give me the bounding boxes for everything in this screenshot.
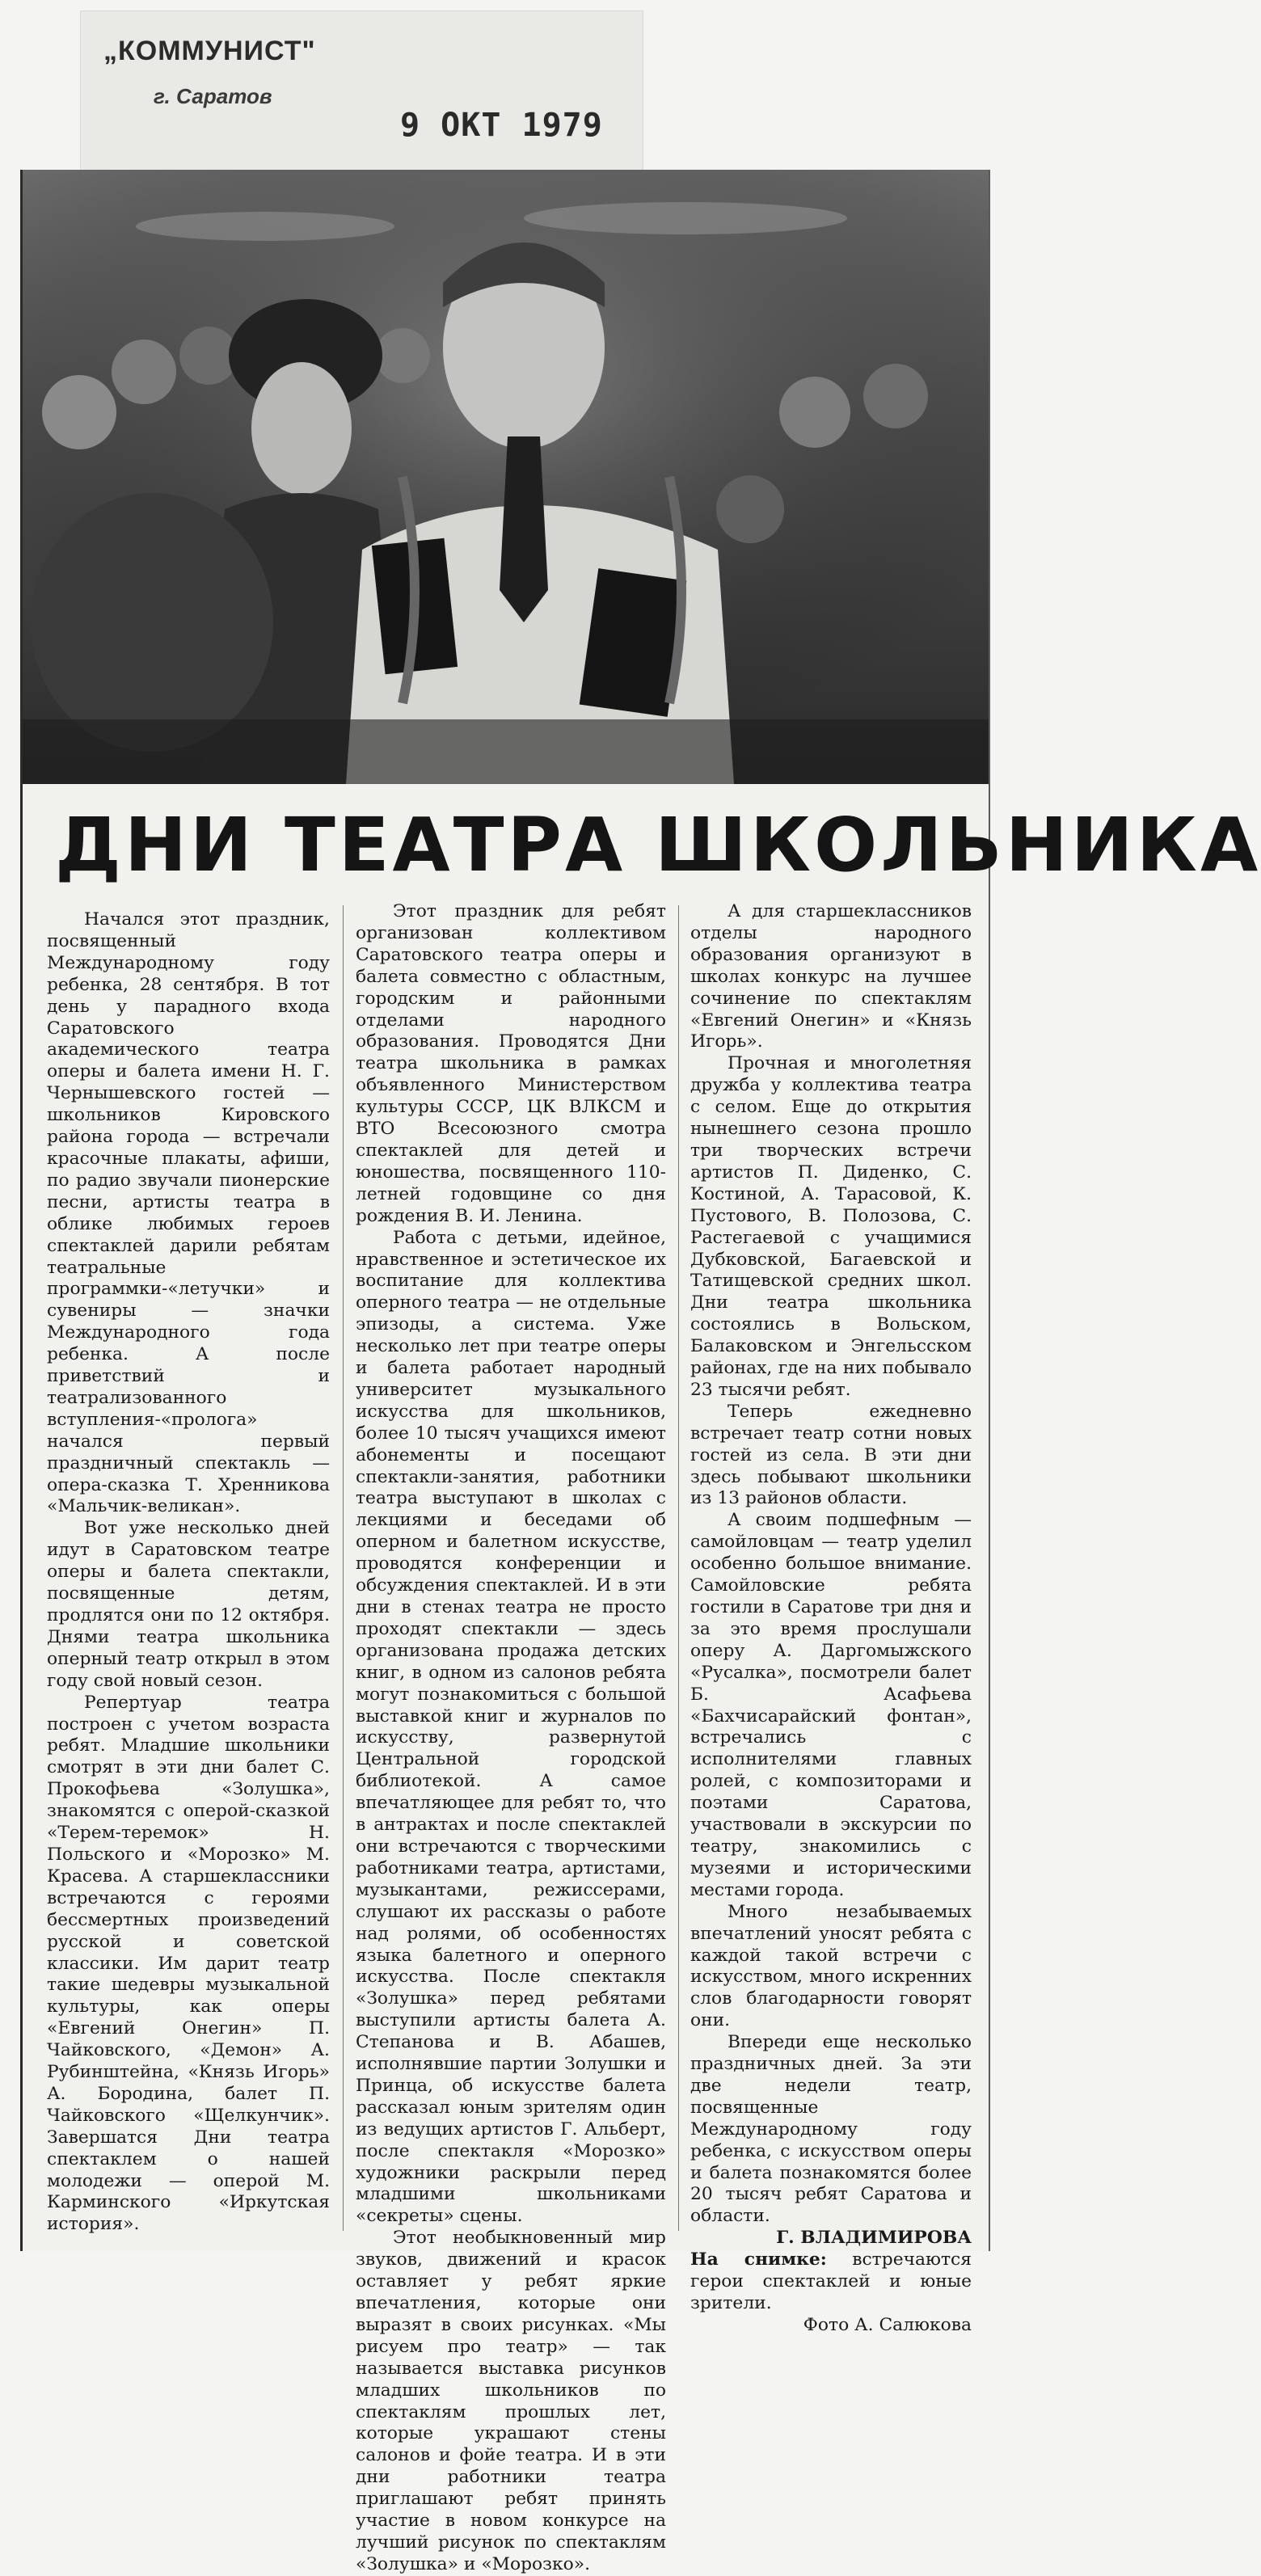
article-paragraph: Много незабываемых впечатлений уносят ребята с каждой такой встречи с искусством, много искренних слов благодарности говорят они. (690, 1901, 972, 2031)
article-paragraph: Этот необыкновенный мир звуков, движений и красок оставляет у ребят яркие впечатления, которые они выразят в своих рисунках. «Мы рисуем про театр» — так называется выставка рисунков младших школьников по спектаклям прошлых лет, которые украшают стены салонов и фойе театра. И в эти дни работники театра приглашают ребят принять участие в новом конкурсе на лучший рисунок по спектаклям «Золушка» и «Морозко». (356, 2228, 666, 2574)
article-paragraph: А своим подшефным — самойловцам — театр уделил особенно большое внимание. Самойловские ребята гостили в Саратове три дня и за это время прослушали оперу А. Даргомыжского «Русалка», посмотрели балет Б. Асафьева «Бахчисарайский фонтан», встречались с исполнителями главных ролей, с композиторами и поэтами Саратова, участвовали в экскурсии по театру, знакомились с музеями и историческими местами города. (690, 1510, 972, 1900)
date-stamp: 9 ОКТ 1979 (400, 107, 603, 144)
caption-label: На снимке: (690, 2249, 827, 2270)
column-divider (678, 905, 679, 2231)
article-paragraph: Теперь ежедневно встречает театр сотни новых гостей из села. В эти дни здесь побывают школьники из 13 районов области. (690, 1401, 972, 1509)
article-paragraph: Вот уже несколько дней идут в Саратовском театре оперы и балета спектакли, посвященные детям, продлятся они по 12 октября. Днями театра школьника оперный театр открыл в этом году свой новый сезон. (47, 1518, 330, 1691)
article-paragraph: Репертуар театра построен с учетом возраста ребят. Младшие школьники смотрят в эти дни балет С. Прокофьева «Золушка», знакомятся с оперой-сказкой «Терем-теремок» Н. Польского и «Морозко» М. Красева. А старшеклассники встречаются с героями бессмертных произведений русской и советской классики. Им дарит театр такие шедевры музыкальной культуры, как оперы «Евгений Онегин» П. Чайковского, «Демон» А. Рубинштейна, «Князь Игорь» А. Бородина, балет П. Чайковского «Щелкунчик». Завершатся Дни театра спектаклем о нашей молодежи — оперой М. Карминского «Иркутская история». (47, 1692, 330, 2235)
photograph (23, 170, 989, 784)
article-headline: ДНИ ТЕАТРА ШКОЛЬНИКА (55, 802, 1261, 888)
author-signature: Г. ВЛАДИМИРОВА (776, 2228, 972, 2249)
article-paragraph: Начался этот праздник, посвященный Международному году ребенка, 28 сентября. В тот день у парадного входа Саратовского академического театра оперы и балета имени Н. Г. Чернышевского гостей — школьников Кировского района города — встречали красочные плакаты, афиши, по радио звучали пионерские песни, артисты театра в облике любимых героев спектаклей дарили ребятам театральные программки-«летучки» и сувениры — значки Международного года ребенка. А после приветствий и театрализованного вступления-«пролога» начался первый праздничный спектакль — опера-сказка Т. Хренникова «Мальчик-великан». (47, 909, 330, 1517)
photo-credit: Фото А. Салюкова (803, 2314, 972, 2335)
photograph-of-people-in-theatre-foyer-icon (23, 170, 989, 784)
newspaper-city: г. Саратов (154, 84, 272, 108)
article-column-1 (47, 909, 330, 2236)
newspaper-name: „КОММУНИСТ" (103, 36, 316, 66)
article-column-2 (356, 901, 666, 2576)
article-column-3 (690, 901, 972, 2337)
article-paragraph: Работа с детьми, идейное, нравственное и эстетическое их воспитание для коллектива оперного театра — не отдельные эпизоды, а система. Уже несколько лет при театре оперы и балета работает народный университет музыкального искусства для школьников, более 10 тысяч учащихся имеют абонементы и посещают спектакли-занятия, работники театра выступают в школах с лекциями и беседами об оперном и балетном искусстве, проводятся конференции и обсуждения спектаклей. И в эти дни в стенах театра не просто проходят спектакли — здесь организована продажа детских книг, в одном из салонов ребята могут познакомиться с большой выставкой книг и журналов по искусству, развернутой Центральной городской библиотекой. А самое впечатляющее для ребят то, что в антрактах и после спектаклей они встречаются с творческими работниками театра, артистами, музыкантами, режиссерами, слушают их рассказы о работе над ролями, об особенностях языка балетного и оперного искусства. После спектакля «Золушка» перед ребятами выступили артисты балета А. Степанова и В. Абашев, исполнявшие партии Золушки и Принца, об искусстве балета рассказал юным зрителям один из ведущих артистов Г. Альберт, после спектакля «Морозко» художники раскрыли перед младшими школьниками «секреты» сцены. (356, 1227, 666, 2227)
article-paragraph: Впереди еще несколько праздничных дней. За эти две недели театр, посвященные Международному году ребенка, с искусством оперы и балета познакомятся более 20 тысяч ребят Саратова и области. (690, 2032, 972, 2227)
column-divider (343, 905, 344, 2231)
article-paragraph: Прочная и многолетняя дружба у коллектива театра с селом. Еще до открытия нынешнего сезона прошло три творческих встречи артистов П. Диденко, С. Костиной, А. Тарасовой, К. Пустового, В. Полозова, С. Растегаевой с учащимися Дубковской, Багаевской и Татищевской средних школ. Дни театра школьника состоялись в Вольском, Балаковском и Энгельсском районах, где на них побывало 23 тысячи ребят. (690, 1053, 972, 1400)
photo-caption (690, 2249, 972, 2315)
caption-text: встречаются герои спектаклей и юные зрители. (690, 2249, 972, 2313)
newspaper-clipping (20, 170, 1261, 2574)
clipping-label (81, 11, 643, 173)
article-paragraph: Этот праздник для ребят организован коллективом Саратовского театра оперы и балета совместно с областным, городским и районными отделами народного образования. Проводятся Дни театра школьника в рамках объявленного Министерством культуры СССР, ЦК ВЛКСМ и ВТО Всесоюзного смотра спектаклей для детей и юношества, посвященного 110-летней годовщине со дня рождения В. И. Ленина. (356, 901, 666, 1226)
article-paragraph: А для старшеклассников отделы народного образования организуют в школах конкурс на лучшее сочинение по спектаклям «Евгений Онегин» и «Князь Игорь». (690, 901, 972, 1052)
